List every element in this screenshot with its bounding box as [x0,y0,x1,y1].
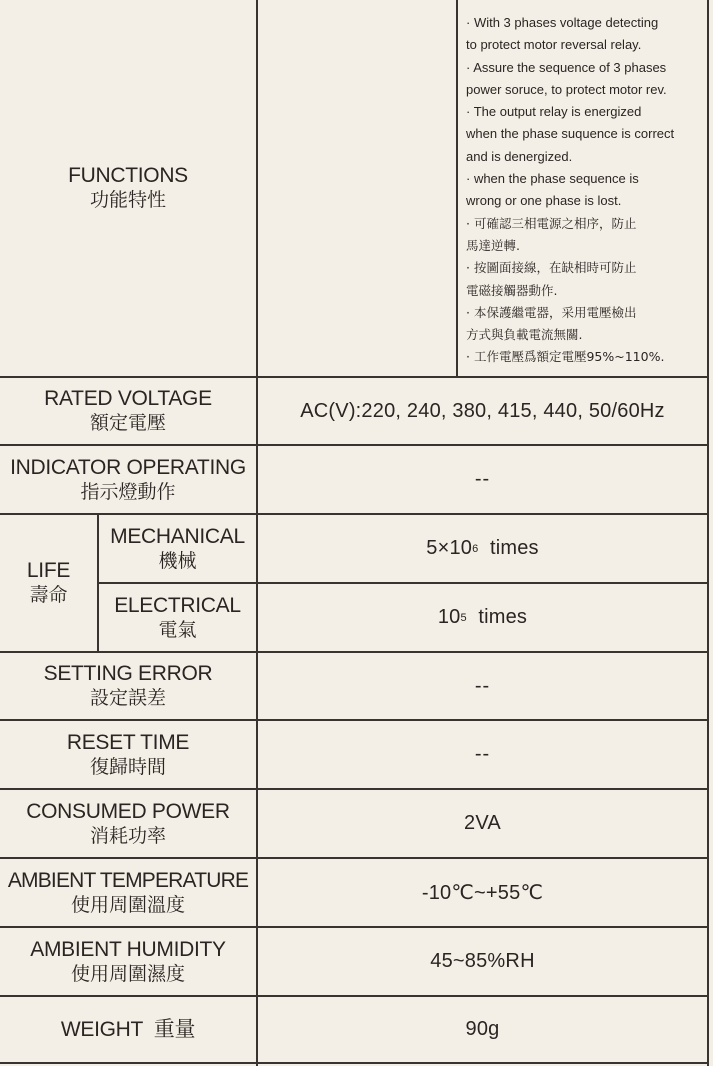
functions-line: when the phase suquence is correct [466,126,675,142]
functions-line: 電磁接觸器動作. [466,282,558,298]
mechanical-label-zh: 機械 [158,549,197,572]
ambient-temperature-label-en: AMBIENT TEMPERATURE [7,868,249,892]
indicator-label-en: INDICATOR OPERATING [10,455,246,479]
setting-error-value: -- [474,674,491,697]
functions-label-zh: 功能特性 [89,189,166,211]
table-line [707,0,709,1066]
ambient-humidity-value: 45~85%RH [430,950,535,972]
electrical-value: 10 5 times [437,606,528,628]
setting-error-label-zh: 設定誤差 [89,687,166,709]
electrical-label-zh: 電氣 [158,618,197,641]
functions-line: wrong or one phase is lost. [466,193,622,209]
ambient-temperature-value: -10℃~+55℃ [421,882,544,904]
rated-voltage-value: AC(V):220, 240, 380, 415, 440, 50/60Hz [300,399,665,422]
functions-line: · With 3 phases voltage detecting [466,15,659,30]
weight-label: WEIGHT 重量 [60,1018,196,1041]
mechanical-value: 5×10 6 times [426,537,539,559]
electrical-base: 10 [437,606,461,628]
functions-label [0,0,256,376]
indicator-label-zh: 指示燈動作 [80,480,176,503]
functions-line: · Assure the sequence of 3 phases [466,59,667,75]
functions-line: 馬達逆轉. [466,237,520,253]
reset-time-label-en: RESET TIME [66,730,190,754]
reset-time-label-zh: 復歸時間 [89,755,166,778]
functions-label-en: FUNCTIONS [68,164,188,187]
mechanical-label-en: MECHANICAL [110,524,245,548]
electrical-label [99,584,256,651]
functions-line: · 本保護繼電器，采用電壓檢出 [466,304,637,320]
rated-voltage-label [0,378,256,444]
functions-blank-cell [258,0,456,376]
weight-value: 90g [465,1018,500,1040]
mechanical-unit: times [489,537,539,559]
functions-line: · 工作電壓爲額定電壓95%~110%. [466,349,665,365]
functions-line: · 可確認三相電源之相序，防止 [466,215,637,231]
ambient-humidity-label-en: AMBIENT HUMIDITY [30,937,226,961]
indicator-label [0,446,256,513]
ambient-temperature-label [0,859,256,926]
rated-voltage-label-en: RATED VOLTAGE [44,387,212,410]
setting-error-label-en: SETTING ERROR [43,662,213,685]
ambient-humidity-label-zh: 使用周圍濕度 [70,962,185,985]
functions-line: and is denergized. [466,148,573,164]
rated-voltage-label-zh: 額定電壓 [89,412,166,434]
setting-error-label [0,653,256,719]
electrical-label-en: ELECTRICAL [114,593,241,617]
consumed-power-label-zh: 消耗功率 [89,824,166,847]
functions-line: to protect motor reversal relay. [466,37,642,53]
reset-time-label [0,721,256,788]
life-label [0,515,97,651]
table-line [0,1062,709,1064]
indicator-value: -- [474,468,491,490]
table-line [456,0,458,376]
functions-line: power soruce, to protect motor rev. [466,81,667,97]
consumed-power-value: 2VA [464,812,501,834]
functions-line: · The output relay is energized [466,104,642,120]
life-label-zh: 壽命 [29,584,68,606]
ambient-humidity-label [0,928,256,995]
ambient-temperature-label-zh: 使用周圍溫度 [70,893,185,916]
mechanical-base: 5×10 [426,537,473,559]
functions-line: · when the phase sequence is [466,171,639,187]
reset-time-value: -- [474,743,491,765]
functions-description [466,12,698,369]
mechanical-label [99,515,256,582]
consumed-power-label [0,790,256,857]
functions-line: · 按圖面接線，在缺相時可防止 [466,260,637,276]
life-label-en: LIFE [26,559,71,582]
functions-line: 方式與負載電流無關. [466,327,583,343]
consumed-power-label-en: CONSUMED POWER [26,799,230,823]
electrical-unit: times [478,606,528,628]
